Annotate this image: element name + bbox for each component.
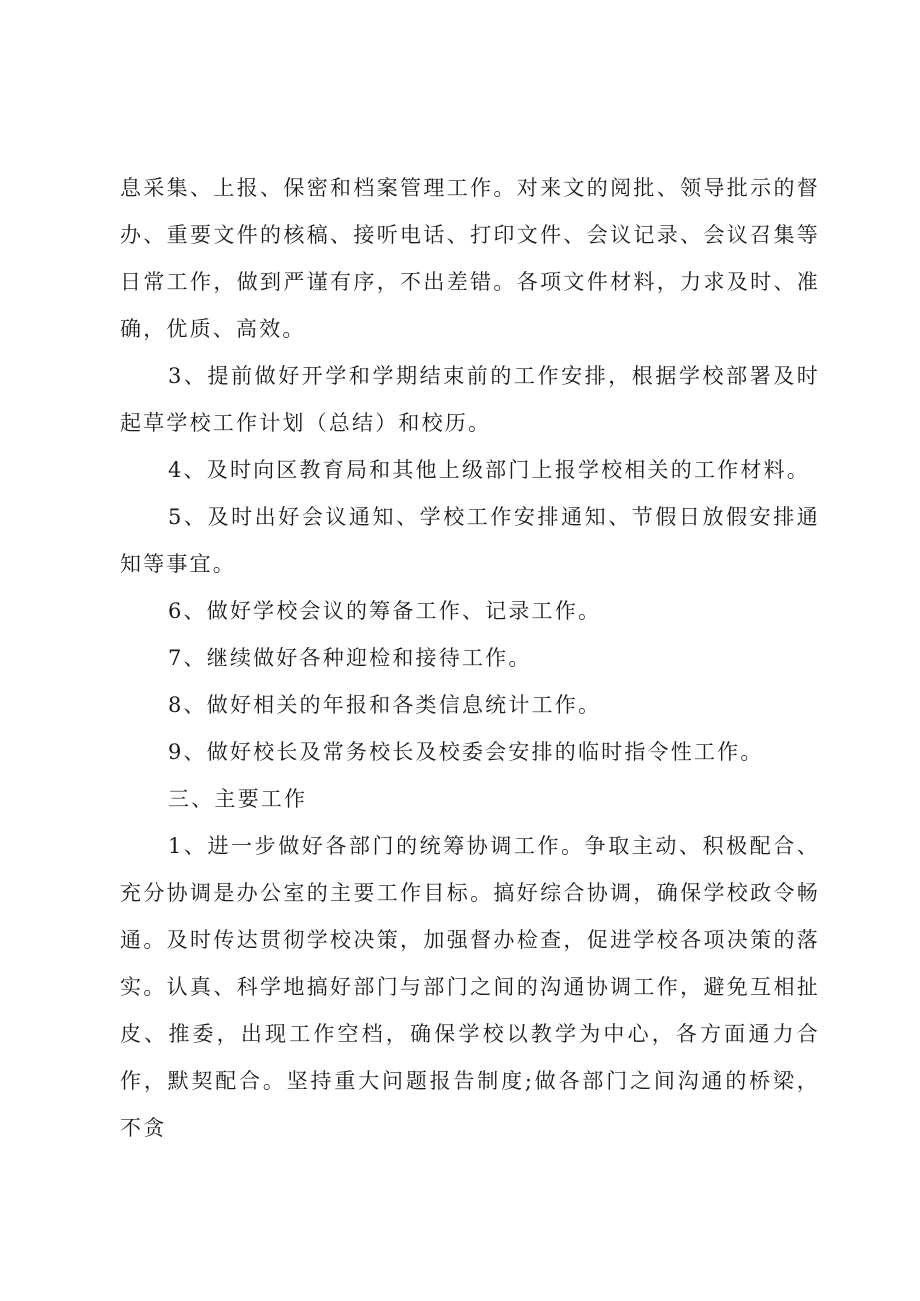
paragraph-item-4: 4、及时向区教育局和其他上级部门上报学校相关的工作材料。 bbox=[168, 458, 810, 482]
paragraph-item-9: 9、做好校长及常务校长及校委会安排的临时指令性工作。 bbox=[168, 740, 764, 764]
paragraph-item-6: 6、做好学校会议的筹备工作、记录工作。 bbox=[168, 599, 602, 623]
document-body bbox=[120, 165, 820, 1152]
paragraph-continuation: 息采集、上报、保密和档案管理工作。对来文的阅批、领导批示的督办、重要文件的核稿、接听电话、打印文件、会议记录、会议召集等日常工作，做到严谨有序，不出差错。各项文件材料，力求及时、准确，优质、高效。 bbox=[120, 176, 820, 341]
paragraph-item-8: 8、做好相关的年报和各类信息统计工作。 bbox=[168, 693, 602, 717]
section-heading-main-work: 三、主要工作 bbox=[168, 787, 308, 811]
paragraph-item-3: 3、提前做好开学和学期结束前的工作安排，根据学校部署及时起草学校工作计划（总结）和校历。 bbox=[120, 364, 820, 435]
paragraph-item-5: 5、及时出好会议通知、学校工作安排通知、节假日放假安排通知等事宜。 bbox=[120, 505, 820, 576]
paragraph-main-work-1: 1、进一步做好各部门的统筹协调工作。争取主动、积极配合、充分协调是办公室的主要工作目标。搞好综合协调，确保学校政令畅通。及时传达贯彻学校决策，加强督办检查，促进学校各项决策的落实。认真、科学地搞好部门与部门之间的沟通协调工作，避免互相扯皮、推委，出现工作空档，确保学校以教学为中心，各方面通力合作，默契配合。坚持重大问题报告制度;做各部门之间沟通的桥梁，不贪 bbox=[120, 834, 820, 1140]
paragraph-item-7: 7、继续做好各种迎检和接待工作。 bbox=[168, 646, 532, 670]
